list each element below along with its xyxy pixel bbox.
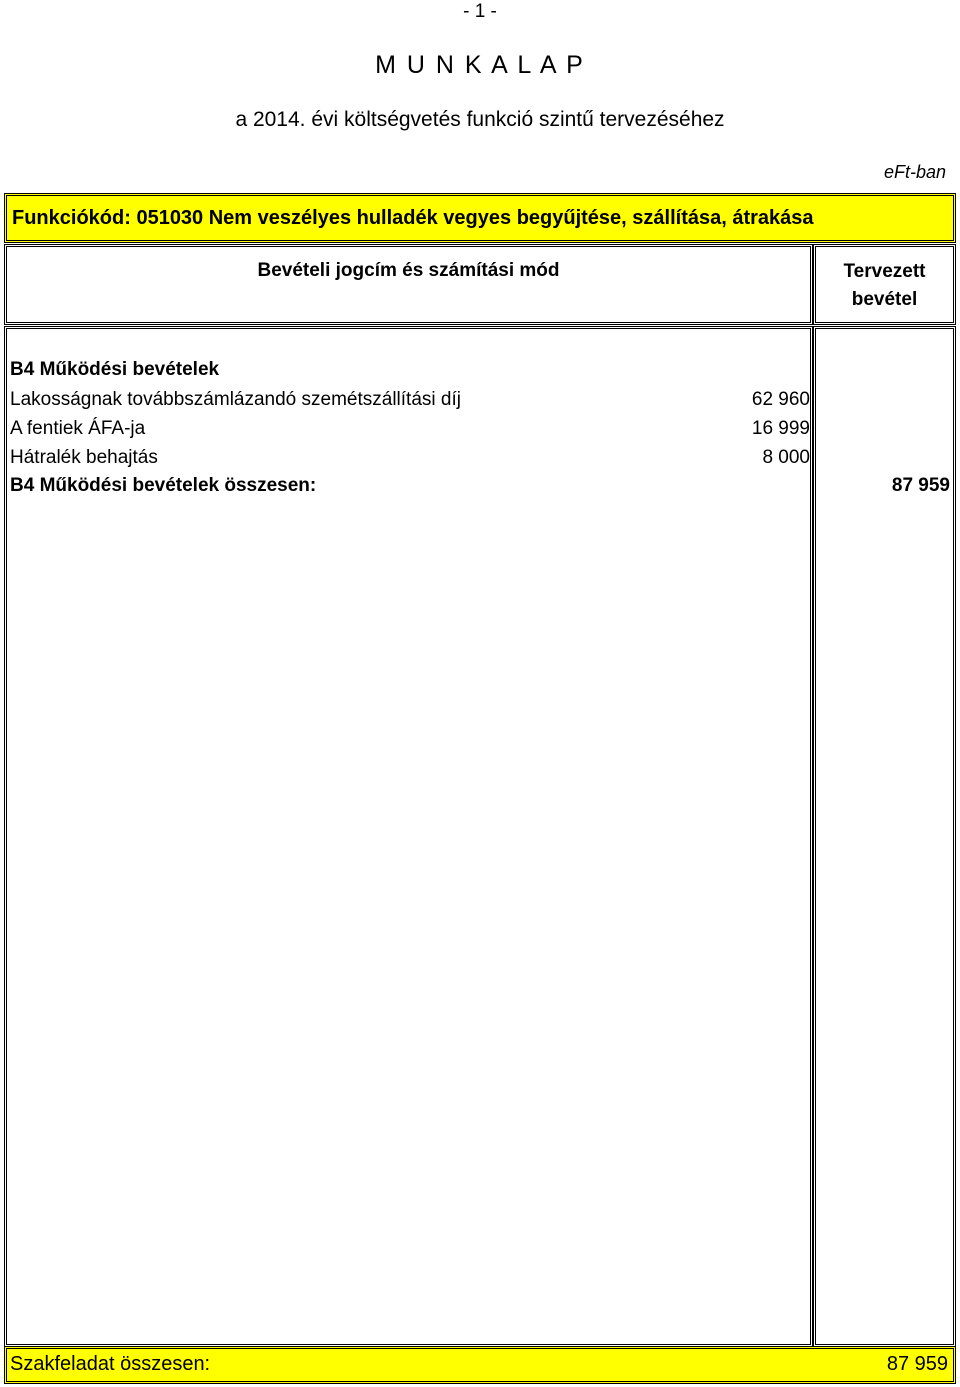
- footer-label: Szakfeladat összesen:: [10, 1353, 211, 1375]
- row-label: Lakosságnak továbbszámlázandó szemétszállítási díj: [10, 389, 461, 410]
- row-value: 16 999: [751, 418, 810, 439]
- column-header-amount: [813, 258, 956, 314]
- page-subtitle: a 2014. évi költségvetés funkció szintű tervezéséhez: [235, 108, 725, 131]
- unit-label: eFt-ban: [883, 162, 946, 182]
- row-label: Hátralék behajtás: [10, 447, 158, 468]
- row-label: A fentiek ÁFA-ja: [10, 418, 146, 439]
- function-code: Funkciókód: 051030 Nem veszélyes hulladék vegyes begyűjtése, szállítása, átrakása: [12, 207, 814, 229]
- footer-value: 87 959: [886, 1353, 948, 1375]
- column-header-amount-line1: Tervezett: [843, 261, 926, 282]
- page-number: - 1 -: [463, 1, 497, 22]
- section-title: B4 Működési bevételek: [10, 359, 220, 380]
- row-value: 62 960: [751, 389, 810, 410]
- page-title: M U N K A L A P: [375, 51, 585, 79]
- column-header-title: Bevételi jogcím és számítási mód: [257, 260, 560, 281]
- column-header-amount-line2: bevétel: [851, 289, 918, 310]
- total-label: B4 Működési bevételek összesen:: [10, 475, 317, 496]
- total-value: 87 959: [891, 475, 950, 496]
- row-value: 8 000: [762, 447, 810, 468]
- header-cell-title: [4, 244, 813, 325]
